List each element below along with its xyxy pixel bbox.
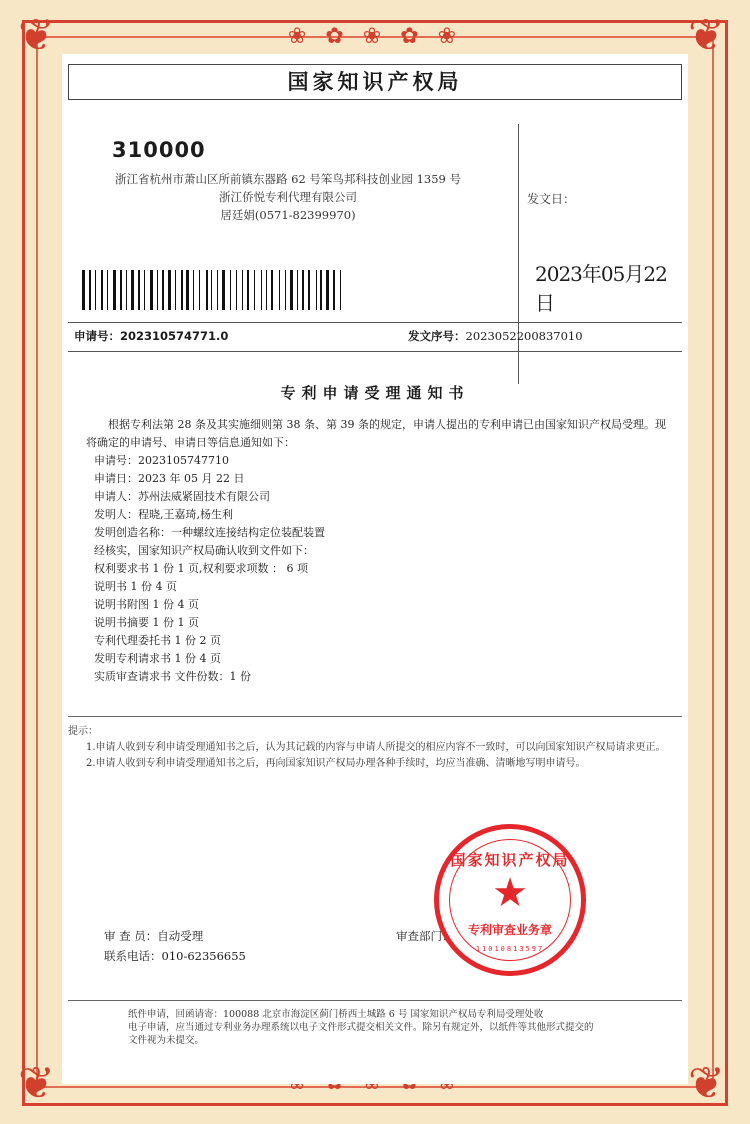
barcode-bar bbox=[250, 270, 252, 310]
barcode-bar bbox=[105, 270, 106, 310]
examiner: 审 查 员：自动受理 bbox=[104, 929, 204, 943]
barcode-bar bbox=[266, 270, 267, 310]
tip-item: 1.申请人收到专利申请受理通知书之后，认为其记载的内容与申请人所提交的相应内容不一致时，可以向国家知识产权局请求更正。 bbox=[86, 742, 666, 753]
barcode-bar bbox=[129, 270, 130, 310]
barcode-bar bbox=[287, 270, 288, 310]
barcode-bar bbox=[300, 270, 301, 310]
barcode-bar bbox=[117, 270, 118, 310]
barcode-bar bbox=[201, 270, 204, 310]
barcode-bar bbox=[271, 270, 273, 310]
barcode-bar bbox=[232, 270, 234, 310]
barcode-bar bbox=[191, 270, 192, 310]
barcode-bar bbox=[154, 270, 156, 310]
barcode-bar bbox=[217, 270, 218, 310]
barcode-bar bbox=[269, 270, 270, 310]
barcode-bar bbox=[186, 270, 189, 310]
barcode-bar bbox=[95, 270, 96, 310]
barcode-bar bbox=[247, 270, 249, 310]
barcode-bar bbox=[113, 270, 116, 310]
barcode bbox=[82, 270, 480, 310]
top-ornament: ❀ ✿ ❀ ✿ ❀ bbox=[287, 24, 463, 49]
barcode-bar bbox=[199, 270, 200, 310]
contact-block bbox=[104, 926, 246, 966]
barcode-bar bbox=[193, 270, 194, 310]
barcode-bar bbox=[302, 270, 304, 310]
field-item: 说明书 1 份 4 页 bbox=[94, 580, 177, 593]
postcode: 310000 bbox=[112, 138, 206, 162]
barcode-bar bbox=[297, 270, 298, 310]
barcode-bar bbox=[336, 270, 338, 310]
review-department: 审查部门： bbox=[396, 929, 454, 943]
field-item: 发明专利请求书 1 份 4 页 bbox=[94, 652, 221, 665]
barcode-bar bbox=[311, 270, 314, 310]
barcode-bar bbox=[123, 270, 125, 310]
barcode-bar bbox=[107, 270, 108, 310]
office-header: 国家知识产权局 bbox=[68, 64, 682, 100]
mailing-address bbox=[88, 170, 488, 224]
barcode-bar bbox=[263, 270, 265, 310]
intro-paragraph: 根据专利法第 28 条及其实施细则第 38 条、第 39 条的规定，申请人提出的专利申请已由国家知识产权局受理。现将确定的申请号、申请日等信息通知如下： bbox=[86, 418, 666, 449]
barcode-bar bbox=[82, 270, 85, 310]
barcode-bar bbox=[101, 270, 103, 310]
barcode-bar bbox=[175, 270, 176, 310]
barcode-bar bbox=[275, 270, 278, 310]
field-item: 实质审查请求书 文件份数：1 份 bbox=[94, 670, 251, 683]
footer-line: 文件视为未提交。 bbox=[128, 1035, 205, 1046]
barcode-bar bbox=[340, 270, 341, 310]
barcode-bar bbox=[209, 270, 210, 310]
divider bbox=[68, 716, 682, 717]
barcode-bar bbox=[184, 270, 185, 310]
barcode-bar bbox=[281, 270, 283, 310]
field-item: 说明书摘要 1 份 1 页 bbox=[94, 616, 199, 629]
address-line: 浙江侨悦专利代理有限公司 bbox=[219, 190, 357, 204]
tips-section bbox=[68, 724, 668, 772]
field-list bbox=[86, 452, 676, 686]
barcode-bar bbox=[206, 270, 208, 310]
seal-text: 国家知识产权局 bbox=[450, 851, 570, 869]
barcode-bar bbox=[290, 270, 293, 310]
document-title: 专利申请受理通知书 bbox=[280, 384, 470, 402]
barcode-bar bbox=[150, 270, 153, 310]
number-line bbox=[68, 322, 682, 352]
barcode-bar bbox=[222, 270, 225, 310]
barcode-bar bbox=[211, 270, 212, 310]
application-no: 202310574771.0 bbox=[120, 329, 229, 343]
application-no-field bbox=[74, 323, 228, 349]
barcode-bar bbox=[126, 270, 127, 310]
footer-divider bbox=[68, 1000, 682, 1001]
barcode-bar bbox=[306, 270, 307, 310]
field-item: 申请号：2023105747710 bbox=[94, 454, 229, 467]
barcode-bar bbox=[177, 270, 179, 310]
barcode-bar bbox=[236, 270, 237, 310]
official-seal bbox=[434, 824, 586, 976]
footer-line: 纸件申请，回函请寄：100088 北京市海淀区蓟门桥西土城路 6 号 国家知识产权局专利局受理处收 bbox=[128, 1009, 544, 1020]
corner-ornament-bottom-left: ❦ bbox=[18, 1058, 55, 1109]
field-item: 申请日：2023 年 05 月 22 日 bbox=[94, 472, 245, 485]
notice-body bbox=[86, 416, 676, 686]
barcode-bar bbox=[136, 270, 137, 310]
barcode-bar bbox=[226, 270, 228, 310]
barcode-bar bbox=[89, 270, 91, 310]
barcode-bar bbox=[238, 270, 241, 310]
serial-no-field bbox=[408, 323, 583, 349]
barcode-bar bbox=[195, 270, 197, 310]
barcode-bar bbox=[141, 270, 142, 310]
corner-ornament-top-right: ❦ bbox=[688, 10, 725, 61]
barcode-bar bbox=[254, 270, 255, 310]
footer-line: 电子申请，应当通过专利业务办理系统以电子文件形式提交相关文件。除另有规定外，以纸件等其他形式提交的 bbox=[128, 1022, 594, 1033]
barcode-bar bbox=[160, 270, 161, 310]
field-item: 专利代理委托书 1 份 2 页 bbox=[94, 634, 221, 647]
seal-subtitle: 专利审查业务章 bbox=[467, 923, 552, 937]
address-line: 浙江省杭州市萧山区所前镇东器路 62 号笨鸟邦科技创业园 1359 号 bbox=[114, 172, 462, 186]
serial-label: 发文序号： bbox=[408, 329, 466, 343]
barcode-bar bbox=[144, 270, 145, 310]
field-item: 权利要求书 1 份 1 页,权利要求项数 ： 6 项 bbox=[94, 562, 308, 575]
barcode-bar bbox=[285, 270, 286, 310]
barcode-bar bbox=[181, 270, 183, 310]
barcode-bar bbox=[261, 270, 262, 310]
field-item: 申请人：苏州法威紧固技术有限公司 bbox=[94, 490, 270, 503]
field-item: 经核实，国家知识产权局确认收到文件如下： bbox=[94, 544, 314, 557]
barcode-bar bbox=[92, 270, 93, 310]
field-item: 发明创造名称：一种螺纹连接结构定位装配装置 bbox=[94, 526, 325, 539]
seal-number: 11010813597 bbox=[475, 945, 545, 953]
barcode-bar bbox=[320, 270, 322, 310]
barcode-bar bbox=[242, 270, 243, 310]
contact-phone: 联系电话：010-62356655 bbox=[104, 949, 246, 963]
dispatch-date-label: 发文日： bbox=[527, 192, 576, 206]
star-icon: ★ bbox=[492, 870, 528, 916]
address-line: 居廷娟(0571-82399970) bbox=[220, 208, 356, 222]
barcode-bar bbox=[316, 270, 317, 310]
corner-ornament-top-left: ❦ bbox=[18, 10, 55, 61]
barcode-bar bbox=[308, 270, 310, 310]
barcode-bar bbox=[97, 270, 100, 310]
serial-no: 2023052200837010 bbox=[465, 329, 583, 343]
barcode-bar bbox=[162, 270, 164, 310]
barcode-bar bbox=[86, 270, 87, 310]
barcode-bar bbox=[331, 270, 332, 310]
barcode-bar bbox=[318, 270, 319, 310]
barcode-bar bbox=[326, 270, 329, 310]
barcode-bar bbox=[294, 270, 296, 310]
barcode-bar bbox=[131, 270, 134, 310]
field-item: 发明人：程晓,王嘉琦,杨生利 bbox=[94, 508, 233, 521]
barcode-bar bbox=[120, 270, 122, 310]
barcode-bar bbox=[230, 270, 231, 310]
application-no-label: 申请号： bbox=[74, 329, 120, 343]
barcode-bar bbox=[324, 270, 325, 310]
barcode-bar bbox=[138, 270, 140, 310]
barcode-bar bbox=[157, 270, 158, 310]
tip-item: 2.申请人收到专利申请受理通知书之后，再向国家知识产权局办理各种手续时，均应当准确、清晰地写明申请号。 bbox=[86, 758, 586, 769]
barcode-bar bbox=[245, 270, 246, 310]
barcode-bar bbox=[279, 270, 280, 310]
barcode-bar bbox=[110, 270, 112, 310]
footer-notes bbox=[128, 1008, 676, 1047]
barcode-bar bbox=[172, 270, 173, 310]
barcode-bar bbox=[146, 270, 148, 310]
corner-ornament-bottom-right: ❦ bbox=[688, 1058, 725, 1109]
barcode-bar bbox=[333, 270, 335, 310]
barcode-bar bbox=[256, 270, 259, 310]
dispatch-date: 2023年05月22日 bbox=[535, 262, 667, 315]
barcode-bar bbox=[214, 270, 216, 310]
barcode-bar bbox=[166, 270, 167, 310]
barcode-bar bbox=[168, 270, 171, 310]
tips-label: 提示： bbox=[68, 726, 98, 737]
field-item: 说明书附图 1 份 4 页 bbox=[94, 598, 199, 611]
barcode-bar bbox=[220, 270, 221, 310]
